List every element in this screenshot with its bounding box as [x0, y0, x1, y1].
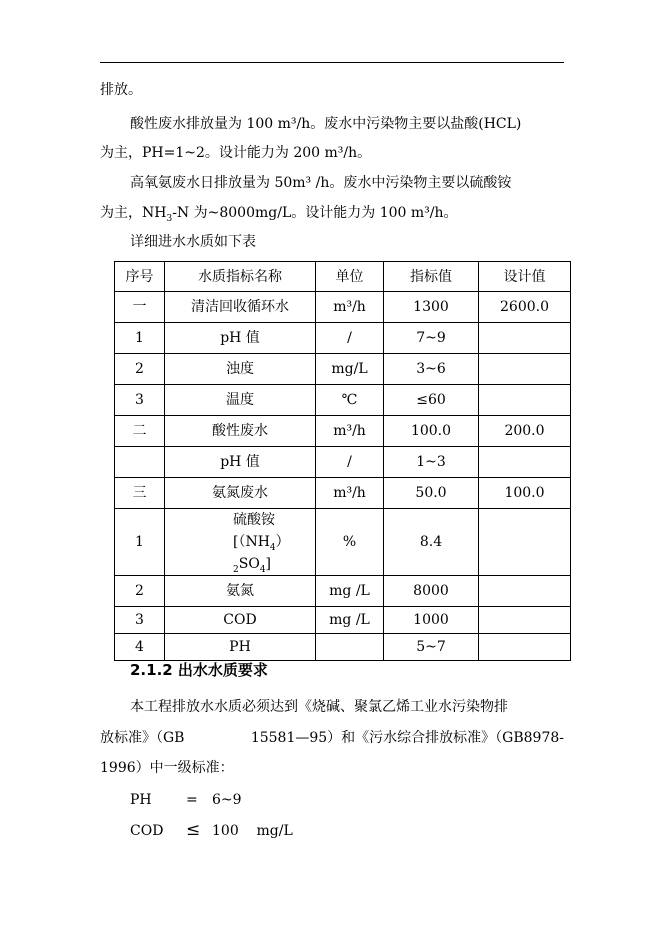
- paragraph-text: 排放。: [100, 82, 142, 98]
- table-header-row: [115, 262, 571, 292]
- paragraph-text: 本工程排放水水质必须达到《烧碱、聚氯乙烯工业水污染物排: [130, 699, 508, 715]
- header-cell: 序号: [115, 262, 165, 292]
- paragraph-text: 为主，PH=1~2。设计能力为 200 m³/h。: [100, 145, 372, 161]
- table-cell: 8000: [384, 576, 479, 607]
- table-cell: mg/L: [316, 354, 384, 385]
- table-cell: [479, 607, 571, 634]
- table-cell: 100.0: [384, 416, 479, 447]
- table-cell: [479, 634, 571, 661]
- header-rule: [100, 62, 564, 63]
- standard-label: COD: [130, 823, 164, 839]
- table-cell: %: [316, 509, 384, 576]
- table-cell: m³/h: [316, 478, 384, 509]
- table-cell: COD: [165, 607, 316, 634]
- table-cell-ammonium-sulfate: 硫酸铵[$(NH_4)$ $_2SO_4$]: [165, 509, 316, 576]
- table-cell: 2: [115, 354, 165, 385]
- standard-ph-line: [130, 790, 242, 810]
- table-row: [115, 478, 571, 509]
- paragraph-text: 高氧氨废水日排放量为 50m³ /h。废水中污染物主要以硫酸铵: [130, 175, 512, 191]
- table-cell: [479, 509, 571, 576]
- table-caption: 详细进水水质如下表: [130, 234, 256, 250]
- table-cell: PH: [165, 634, 316, 661]
- water-quality-table: [114, 261, 571, 661]
- table-cell: 8.4: [384, 509, 479, 576]
- section-heading: 2.1.2 出水水质要求: [130, 661, 268, 679]
- header-cell: 水质指标名称: [165, 262, 316, 292]
- table-cell: 1: [115, 323, 165, 354]
- standard-cod-line: [130, 820, 293, 841]
- table-cell: /: [316, 323, 384, 354]
- table-cell: 1300: [384, 292, 479, 323]
- table-cell: m³/h: [316, 416, 384, 447]
- table-cell: 3~6: [384, 354, 479, 385]
- table-cell: 200.0: [479, 416, 571, 447]
- paragraph-text: 酸性废水排放量为 100 m³/h。废水中污染物主要以盐酸(HCL): [130, 116, 522, 132]
- table-cell: 温度: [165, 385, 316, 416]
- table-cell: 1~3: [384, 447, 479, 478]
- table-cell: ≤60: [384, 385, 479, 416]
- table-cell: mg /L: [316, 576, 384, 607]
- table-cell: 氨氮废水: [165, 478, 316, 509]
- table-cell: [479, 576, 571, 607]
- paragraph-text: 放标准》（GB 15581—95）和《污水综合排放标准》（GB8978-: [100, 730, 564, 746]
- table-cell: 4: [115, 634, 165, 661]
- table-cell: 浊度: [165, 354, 316, 385]
- table-cell: 100.0: [479, 478, 571, 509]
- table-cell: pH 值: [165, 447, 316, 478]
- standard-label: PH: [130, 792, 152, 808]
- table-row: [115, 509, 571, 576]
- table-cell: 酸性废水: [165, 416, 316, 447]
- header-cell: 单位: [316, 262, 384, 292]
- table-row: [115, 447, 571, 478]
- table-cell: 清洁回收循环水: [165, 292, 316, 323]
- table-cell: 7~9: [384, 323, 479, 354]
- table-cell: 3: [115, 385, 165, 416]
- standard-operator: ≤: [186, 820, 201, 840]
- table-cell: 2600.0: [479, 292, 571, 323]
- table-cell: 5~7: [384, 634, 479, 661]
- table-cell: 二: [115, 416, 165, 447]
- table-cell: 2: [115, 576, 165, 607]
- table-cell: /: [316, 447, 384, 478]
- table-cell: [115, 447, 165, 478]
- header-cell: 设计值: [479, 262, 571, 292]
- table-cell: [316, 634, 384, 661]
- table-cell: 一: [115, 292, 165, 323]
- table-row: [115, 385, 571, 416]
- table-cell: [479, 323, 571, 354]
- table-cell: [479, 447, 571, 478]
- header-cell: 指标值: [384, 262, 479, 292]
- paragraph-text: 为主，$NH_3-N$ 为~8000mg/L。设计能力为 100 m³/h。: [100, 205, 458, 224]
- table-row: [115, 292, 571, 323]
- paragraph-text: 1996）中一级标准：: [100, 760, 234, 776]
- table-cell: [479, 385, 571, 416]
- table-cell: ℃: [316, 385, 384, 416]
- table-cell: 三: [115, 478, 165, 509]
- table-cell: pH 值: [165, 323, 316, 354]
- table-row: [115, 416, 571, 447]
- table-cell: 3: [115, 607, 165, 634]
- table-cell: 1000: [384, 607, 479, 634]
- table-cell: 50.0: [384, 478, 479, 509]
- table-cell: [479, 354, 571, 385]
- table-cell: 氨氮: [165, 576, 316, 607]
- standard-operator: =: [186, 792, 198, 808]
- table-row: [115, 607, 571, 634]
- table-cell: mg /L: [316, 607, 384, 634]
- table-row: [115, 354, 571, 385]
- table-cell: 1: [115, 509, 165, 576]
- standard-value: 6~9: [212, 792, 242, 808]
- table-cell: m³/h: [316, 292, 384, 323]
- table-row: [115, 634, 571, 661]
- standard-value: 100 mg/L: [212, 823, 293, 839]
- table-row: [115, 323, 571, 354]
- table-row: [115, 576, 571, 607]
